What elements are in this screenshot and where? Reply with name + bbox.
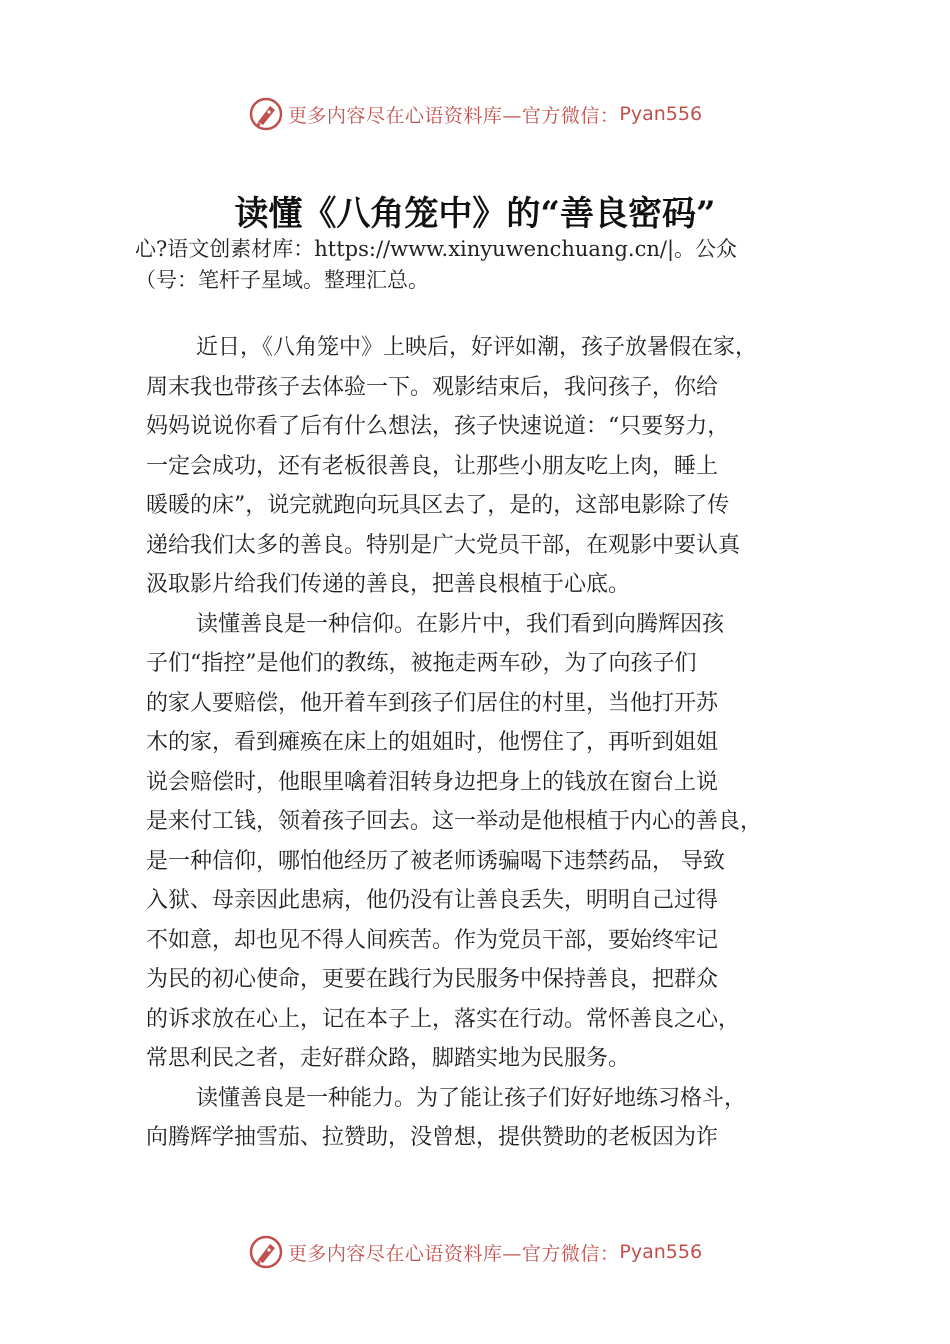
paragraph-line: 木的家，看到瘫痪在床上的姐姐时，他愣住了，再听到姐姐	[146, 730, 719, 755]
paragraph-line: 是一种信仰，哪怕他经历了被老师诱骗喝下违禁药品， 导致	[146, 848, 725, 874]
banner-text: 更多内容尽在心语资料库—官方微信：	[287, 104, 620, 127]
source-line: 心?语文创素材库：https://www.xinyuwenchuang.cn/|。公众	[135, 237, 738, 261]
paragraph-line: 读懂善良是一种能力。为了能让孩子们好好地练习格斗，	[196, 1085, 747, 1111]
paragraph-line: 递给我们太多的善良。特别是广大党员干部，在观影中要认真	[146, 532, 741, 558]
paragraph-line: 为民的初心使命，更要在践行为民服务中保持善良，把群众	[146, 967, 719, 992]
footer-banner	[0, 1234, 950, 1270]
source-line: （号：笔杆子星域。整理汇总。	[135, 268, 429, 292]
document-body	[146, 328, 836, 1158]
paragraph-line: 常思利民之者，走好群众路，脚踏实地为民服务。	[146, 1046, 631, 1071]
paragraph-line: 汲取影片给我们传递的善良，把善良根植于心底。	[146, 572, 631, 597]
source-note	[135, 234, 843, 296]
header-banner	[0, 96, 950, 132]
paragraph-line: 说会赔偿时，他眼里噙着泪转身边把身上的钱放在窗台上说	[146, 769, 719, 795]
paragraph-line: 是来付工钱，领着孩子回去。这一举动是他根植于内心的善良，	[146, 809, 763, 834]
paragraph-line: 一定会成功，还有老板很善良，让那些小朋友吃上肉，睡上	[146, 453, 719, 479]
paragraph-line: 不如意，却也见不得人间疾苦。作为党员干部，要始终牢记	[146, 927, 719, 953]
paragraph-line: 子们“指控”是他们的教练，被拖走两车砂，为了向孩子们	[146, 651, 697, 676]
pen-nib-logo-icon	[248, 1234, 284, 1270]
banner-wechat-id: Pyan556	[619, 1241, 703, 1263]
paragraph-line: 的家人要赔偿，他开着车到孩子们居住的村里，当他打开苏	[146, 690, 719, 716]
paragraph-line: 妈妈说说你看了后有什么想法，孩子快速说道：“只要努力，	[146, 414, 730, 439]
pen-nib-logo-icon	[248, 96, 284, 132]
paragraph-line: 向腾辉学抽雪茄、拉赞助，没曾想，提供赞助的老板因为诈	[146, 1125, 719, 1150]
banner-text: 更多内容尽在心语资料库—官方微信：	[287, 1242, 620, 1265]
paragraph-line: 暖暖的床”，说完就跑向玩具区去了，是的，这部电影除了传	[146, 493, 730, 518]
paragraph-line: 周末我也带孩子去体验一下。观影结束后，我问孩子，你给	[146, 374, 719, 400]
paragraph-line: 入狱、母亲因此患病，他仍没有让善良丢失，明明自己过得	[146, 888, 719, 913]
banner-wechat-id: Pyan556	[619, 103, 703, 125]
document-title: 读懂《八角笼中》的“善良密码”	[234, 194, 716, 234]
paragraph-line: 近日，《八角笼中》上映后，好评如潮，孩子放暑假在家，	[196, 335, 758, 360]
paragraph-line: 的诉求放在心上，记在本子上，落实在行动。常怀善良之心，	[146, 1006, 741, 1032]
paragraph-line: 读懂善良是一种信仰。在影片中，我们看到向腾辉因孩	[196, 611, 725, 637]
